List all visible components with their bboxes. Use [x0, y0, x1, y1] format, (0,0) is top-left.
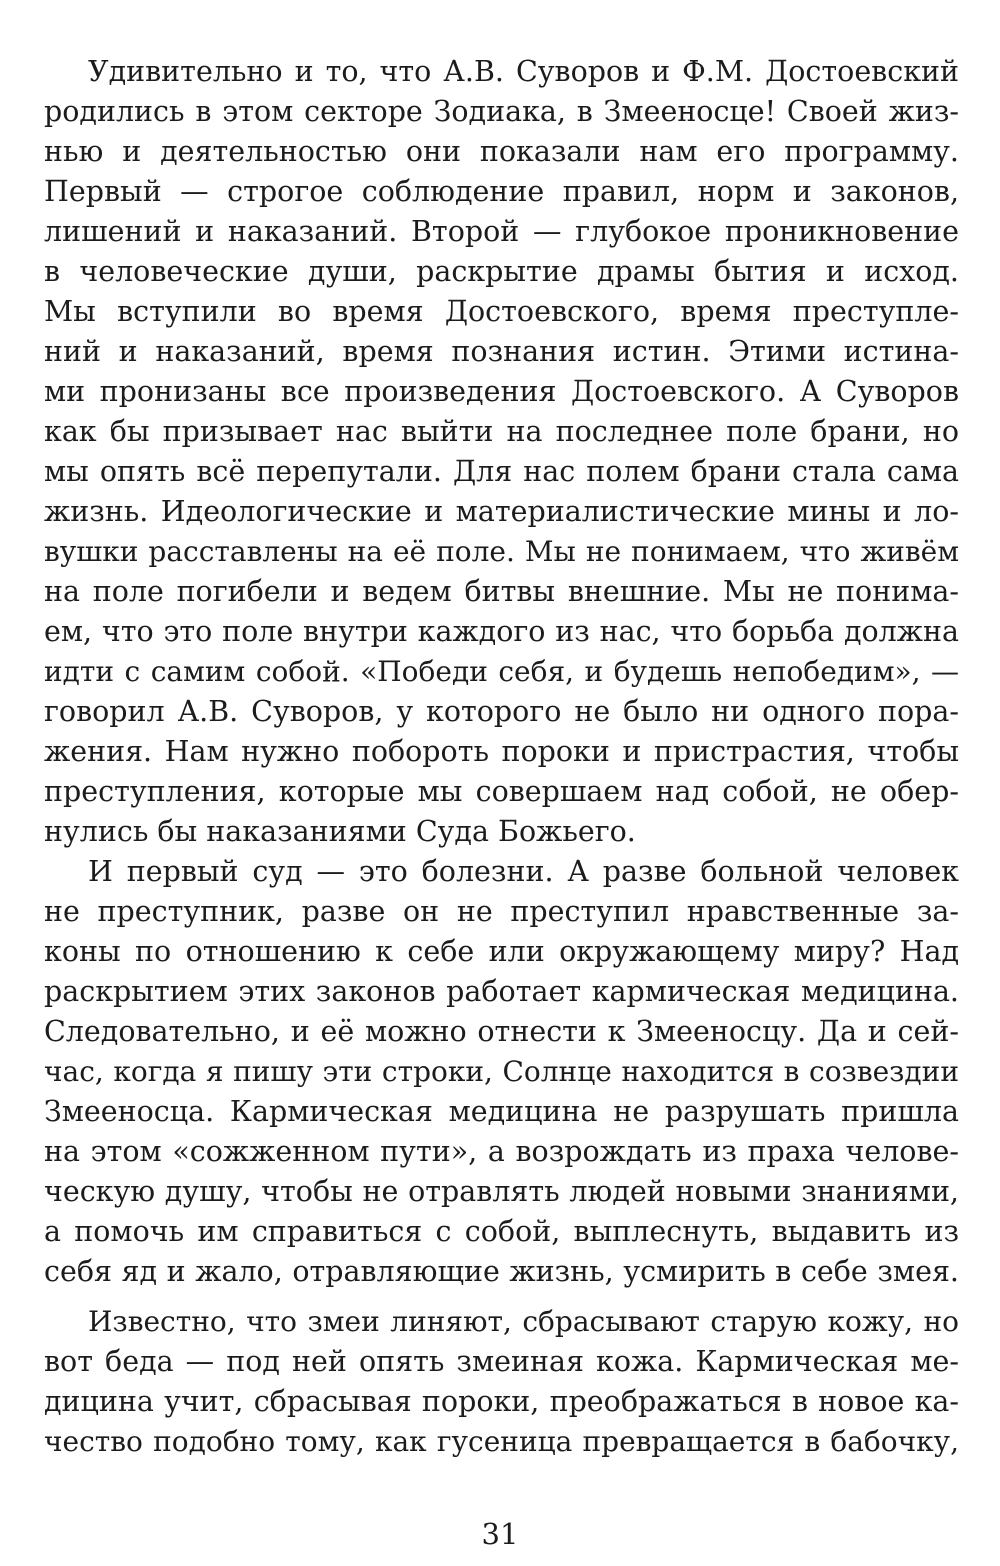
- text-line: на этом «сожженном пути», а возрождать из праха челове-: [44, 1135, 959, 1168]
- text-line: Известно, что змеи линяют, сбрасывают старую кожу, но: [88, 1305, 959, 1338]
- text-line: ем, что это поле внутри каждого из нас, что борьба должна: [44, 615, 959, 648]
- text-line: нью и деятельностью они показали нам его программу.: [44, 135, 959, 168]
- text-line: жения. Нам нужно побороть пороки и пристрастия, чтобы: [44, 735, 959, 768]
- text-line: говорил А.В. Суворов, у которого не было ни одного пора-: [44, 695, 959, 728]
- text-line: вушки расставлены на её поле. Мы не понимаем, что живём: [44, 535, 959, 568]
- text-line: Первый — строгое соблюдение правил, норм и законов,: [44, 175, 959, 208]
- text-line: дицина учит, сбрасывая пороки, преображаться в новое ка-: [44, 1385, 959, 1418]
- text-line: мы опять всё перепутали. Для нас полем брани стала сама: [44, 455, 959, 488]
- text-line: ми пронизаны все произведения Достоевского. А Суворов: [44, 375, 959, 408]
- text-line: коны по отношению к себе или окружающему миру? Над: [44, 935, 959, 968]
- text-line: И первый суд — это болезни. А разве больной человек: [88, 855, 959, 888]
- text-line: себя яд и жало, отравляющие жизнь, усмирить в себе змея.: [44, 1255, 959, 1288]
- text-line: вот беда — под ней опять змеиная кожа. Кармическая ме-: [44, 1345, 959, 1378]
- text-line: идти с самим собой. «Победи себя, и будешь непобедим», —: [44, 655, 959, 688]
- text-line: не преступник, разве он не преступил нравственные за-: [44, 895, 959, 928]
- text-line: ний и наказаний, время познания истин. Этими истина-: [44, 335, 959, 368]
- text-line: Мы вступили во время Достоевского, время преступле-: [44, 295, 959, 328]
- page-text-block: [44, 52, 959, 1458]
- text-line: преступления, которые мы совершаем над собой, не обер-: [44, 775, 959, 808]
- text-line: час, когда я пишу эти строки, Солнце находится в созвездии: [44, 1055, 959, 1088]
- text-line: ческую душу, чтобы не отравлять людей новыми знаниями,: [44, 1175, 959, 1208]
- text-line: нулись бы наказаниями Суда Божьего.: [44, 815, 636, 848]
- text-line: чество подобно тому, как гусеница превращается в бабочку,: [44, 1425, 959, 1458]
- text-line: Следовательно, и её можно отнести к Змееносцу. Да и сей-: [44, 1015, 959, 1048]
- page-number: 31: [481, 1517, 519, 1551]
- text-line: как бы призывает нас выйти на последнее поле брани, но: [44, 415, 959, 448]
- text-line: раскрытием этих законов работает кармическая медицина.: [44, 975, 959, 1008]
- text-line: жизнь. Идеологические и материалистические мины и ло-: [44, 495, 959, 528]
- text-line: родились в этом секторе Зодиака, в Змееносце! Своей жиз-: [44, 95, 959, 128]
- text-line: лишений и наказаний. Второй — глубокое проникновение: [44, 215, 959, 248]
- text-line: Змееносца. Кармическая медицина не разрушать пришла: [44, 1095, 959, 1128]
- text-line: а помочь им справиться с собой, выплеснуть, выдавить из: [44, 1215, 959, 1248]
- text-line: Удивительно и то, что А.В. Суворов и Ф.М. Достоевский: [88, 55, 959, 88]
- text-line: в человеческие души, раскрытие драмы бытия и исход.: [44, 255, 959, 288]
- text-line: на поле погибели и ведем битвы внешние. Мы не понима-: [44, 575, 959, 608]
